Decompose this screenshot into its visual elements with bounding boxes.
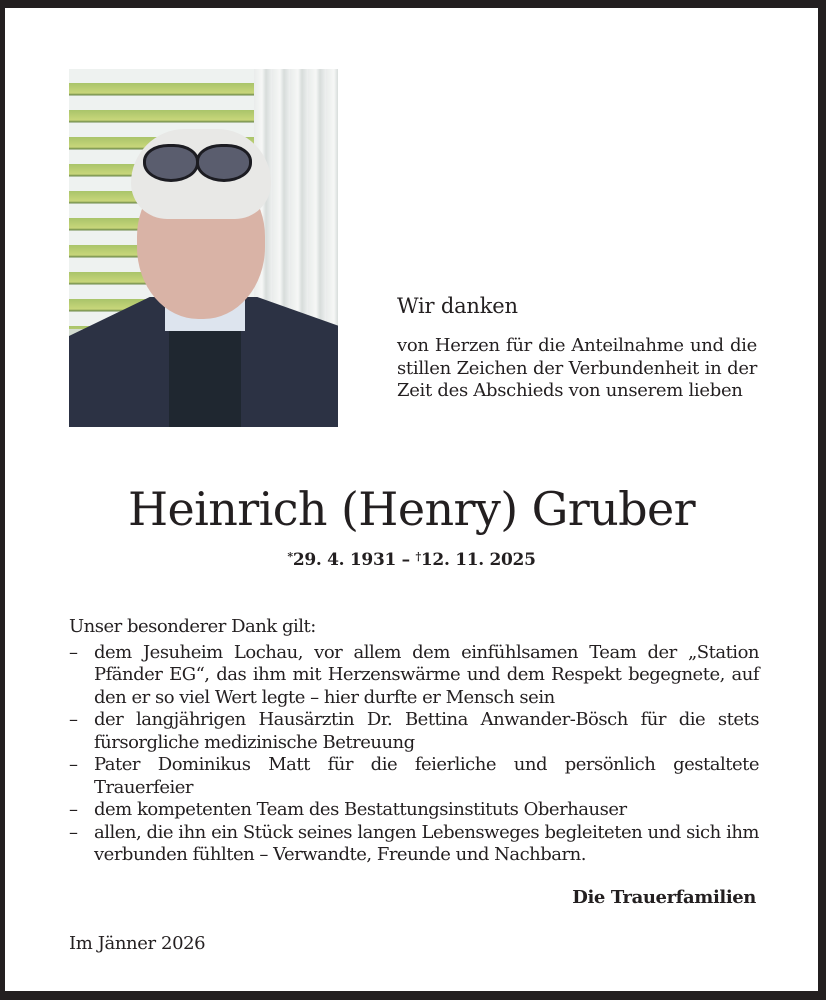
list-item-text: Pater Dominikus Matt für die feierliche und persönlich gestaltete Trauerfeier bbox=[94, 754, 759, 798]
list-item bbox=[69, 799, 759, 822]
deceased-name: Heinrich (Henry) Gruber bbox=[127, 482, 696, 536]
list-item bbox=[69, 754, 759, 799]
death-date: 12. 11. 2025 bbox=[420, 550, 536, 570]
list-item-text: dem Jesuheim Lochau, vor allem dem einfühlsamen Team der „Station Pfänder EG“, das ihm mit Herzenswärme und dem Respekt begegnete, auf den er so viel Wert legte – hier durfte er Mensch sein bbox=[94, 641, 759, 708]
dash-bullet: – bbox=[69, 709, 78, 730]
intro-text: von Herzen für die Anteilnahme und die stillen Zeichen der Verbundenheit in der Zeit des Abschieds von unserem lieben bbox=[397, 335, 757, 401]
life-dates bbox=[5, 550, 818, 570]
sunglasses-left-lens bbox=[143, 144, 199, 182]
sweater-graphic bbox=[169, 327, 241, 427]
thanks-list bbox=[69, 642, 759, 867]
birth-date: 29. 4. 1931 bbox=[292, 550, 397, 570]
list-item bbox=[69, 642, 759, 710]
date-separator: – bbox=[396, 550, 416, 570]
dash-bullet: – bbox=[69, 799, 78, 820]
portrait-photo bbox=[69, 69, 338, 427]
intro-heading: Wir danken bbox=[397, 294, 518, 318]
dash-bullet: – bbox=[69, 821, 78, 843]
date-line: Im Jänner 2026 bbox=[69, 933, 206, 954]
list-item bbox=[69, 709, 759, 754]
thanks-heading: Unser besonderer Dank gilt: bbox=[69, 616, 316, 637]
intro-block bbox=[397, 294, 757, 403]
list-item bbox=[69, 822, 759, 867]
signature: Die Trauerfamilien bbox=[572, 887, 756, 908]
birth-symbol: * bbox=[287, 550, 293, 563]
dash-bullet: – bbox=[69, 641, 78, 663]
thanks-section bbox=[69, 616, 759, 867]
obituary-card bbox=[5, 8, 818, 991]
list-item-text: dem kompetenten Team des Bestattungsinstituts Oberhauser bbox=[94, 799, 627, 820]
dash-bullet: – bbox=[69, 754, 78, 775]
list-item-text: der langjährigen Hausärztin Dr. Bettina Anwander-Bösch für die stets fürsorgliche medizinische Betreuung bbox=[94, 709, 759, 753]
list-item-text: allen, die ihn ein Stück seines langen Lebensweges begleiteten und sich ihm verbunden fühlten – Verwandte, Freunde und Nachbarn. bbox=[94, 821, 759, 865]
sunglasses-right-lens bbox=[196, 144, 252, 182]
death-symbol: † bbox=[415, 550, 421, 563]
